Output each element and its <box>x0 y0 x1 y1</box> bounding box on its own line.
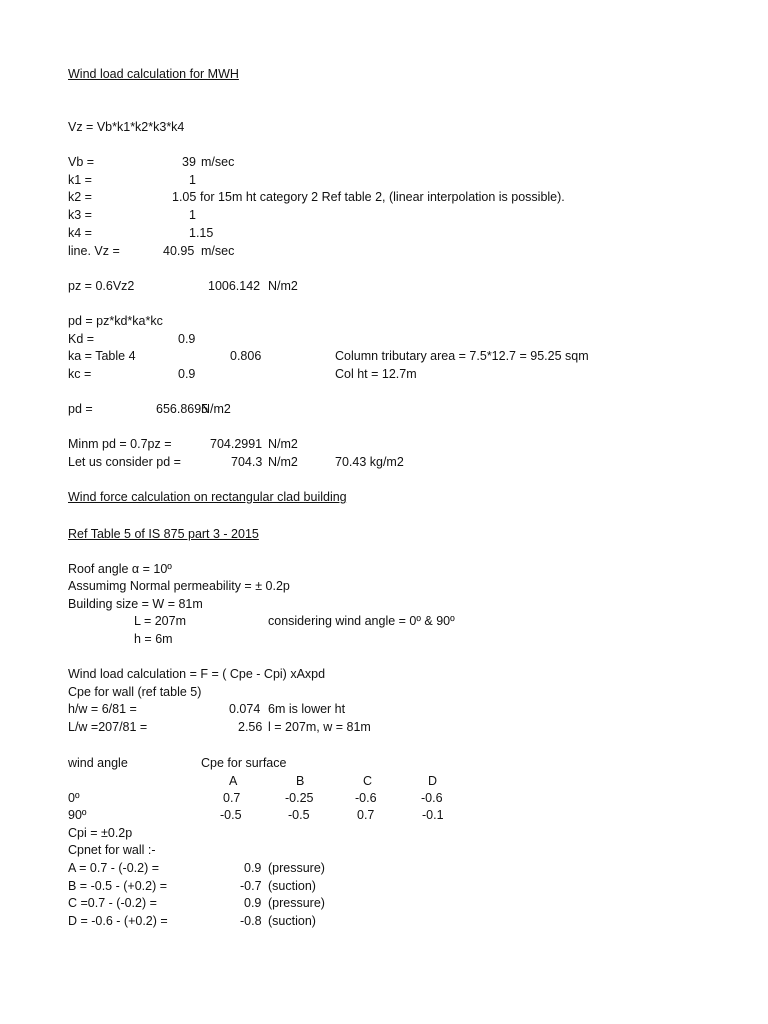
ka-label: ka = Table 4 <box>68 349 136 363</box>
minm-unit: N/m2 <box>268 437 298 451</box>
permeability: Assumimg Normal permeability = ± 0.2p <box>68 579 290 593</box>
cpnet-d-note: (suction) <box>268 914 316 928</box>
row-0-c: -0.6 <box>355 791 377 805</box>
hw-value: 0.074 <box>229 702 261 716</box>
cpi-line: Cpi = ±0.2p <box>68 826 133 840</box>
pd-unit: N/m2 <box>201 402 231 416</box>
vz-line-label: line. Vz = <box>68 244 120 258</box>
heading-wind-force: Wind force calculation on rectangular clad building <box>68 490 347 504</box>
vz-line-unit: m/sec <box>201 244 235 258</box>
row-1-a: -0.5 <box>220 808 242 822</box>
k4-value: 1.15 <box>189 226 214 240</box>
vb-value: 39 <box>182 155 196 169</box>
row-1-c: 0.7 <box>357 808 375 822</box>
cpnet-b-note: (suction) <box>268 879 316 893</box>
cpe-wall-heading: Cpe for wall (ref table 5) <box>68 685 202 699</box>
lw-label: L/w =207/81 = <box>68 720 148 734</box>
heading-ref-table: Ref Table 5 of IS 875 part 3 - 2015 <box>68 527 259 541</box>
pz-label: pz = 0.6Vz2 <box>68 279 135 293</box>
consider-alt: 70.43 kg/m2 <box>335 455 404 469</box>
cpnet-a-value: 0.9 <box>244 861 262 875</box>
surface-c-header: C <box>363 774 373 788</box>
table-col-cpe-surface: Cpe for surface <box>201 756 287 770</box>
building-height: h = 6m <box>134 632 173 646</box>
cpnet-a-label: A = 0.7 - (-0.2) = <box>68 861 160 875</box>
k2-label: k2 = <box>68 190 92 204</box>
k3-label: k3 = <box>68 208 92 222</box>
kd-value: 0.9 <box>178 332 196 346</box>
consider-label: Let us consider pd = <box>68 455 181 469</box>
cpnet-heading: Cpnet for wall :- <box>68 843 156 857</box>
pz-unit: N/m2 <box>268 279 298 293</box>
cpnet-c-value: 0.9 <box>244 896 262 910</box>
row-1-d: -0.1 <box>422 808 444 822</box>
surface-d-header: D <box>428 774 438 788</box>
wind-angle-note: considering wind angle = 0º & 90º <box>268 614 455 628</box>
building-length: L = 207m <box>134 614 187 628</box>
minm-label: Minm pd = 0.7pz = <box>68 437 172 451</box>
cpnet-b-value: -0.7 <box>240 879 262 893</box>
kc-note: Col ht = 12.7m <box>335 367 417 381</box>
cpnet-b-label: B = -0.5 - (+0.2) = <box>68 879 168 893</box>
row-0-a: 0.7 <box>223 791 241 805</box>
ka-note: Column tributary area = 7.5*12.7 = 95.25 sqm <box>335 349 589 363</box>
cpnet-d-value: -0.8 <box>240 914 262 928</box>
minm-value: 704.2991 <box>210 437 263 451</box>
row-1-angle: 90º <box>68 808 87 822</box>
row-0-b: -0.25 <box>285 791 314 805</box>
wind-load-formula: Wind load calculation = F = ( Cpe - Cpi) xAxpd <box>68 667 326 681</box>
k2-note: for 15m ht category 2 Ref table 2, (linear interpolation is possible). <box>200 190 565 204</box>
cpnet-a-note: (pressure) <box>268 861 325 875</box>
pz-value: 1006.142 <box>208 279 261 293</box>
consider-unit: N/m2 <box>268 455 298 469</box>
k2-value: 1.05 <box>172 190 197 204</box>
table-col-wind-angle: wind angle <box>68 756 128 770</box>
cpnet-c-label: C =0.7 - (-0.2) = <box>68 896 157 910</box>
k3-value: 1 <box>189 208 196 222</box>
vb-label: Vb = <box>68 155 95 169</box>
vz-formula: Vz = Vb*k1*k2*k3*k4 <box>68 120 185 134</box>
cpnet-d-label: D = -0.6 - (+0.2) = <box>68 914 168 928</box>
pd-value: 656.8695 <box>156 402 209 416</box>
doc-title: Wind load calculation for MWH <box>68 67 239 81</box>
ka-value: 0.806 <box>230 349 262 363</box>
row-0-d: -0.6 <box>421 791 443 805</box>
row-1-b: -0.5 <box>288 808 310 822</box>
lw-note: l = 207m, w = 81m <box>268 720 371 734</box>
k4-label: k4 = <box>68 226 92 240</box>
hw-note: 6m is lower ht <box>268 702 346 716</box>
kc-value: 0.9 <box>178 367 196 381</box>
surface-b-header: B <box>296 774 305 788</box>
k1-label: k1 = <box>68 173 92 187</box>
vz-line-value: 40.95 <box>163 244 195 258</box>
cpnet-c-note: (pressure) <box>268 896 325 910</box>
kd-label: Kd = <box>68 332 95 346</box>
lw-value: 2.56 <box>238 720 263 734</box>
row-0-angle: 0º <box>68 791 80 805</box>
kc-label: kc = <box>68 367 92 381</box>
vb-unit: m/sec <box>201 155 235 169</box>
surface-a-header: A <box>229 774 238 788</box>
consider-value: 704.3 <box>231 455 263 469</box>
building-width: Building size = W = 81m <box>68 597 203 611</box>
k1-value: 1 <box>189 173 196 187</box>
roof-angle: Roof angle α = 10º <box>68 562 172 576</box>
pd-formula: pd = pz*kd*ka*kc <box>68 314 163 328</box>
hw-label: h/w = 6/81 = <box>68 702 137 716</box>
pd-label: pd = <box>68 402 93 416</box>
